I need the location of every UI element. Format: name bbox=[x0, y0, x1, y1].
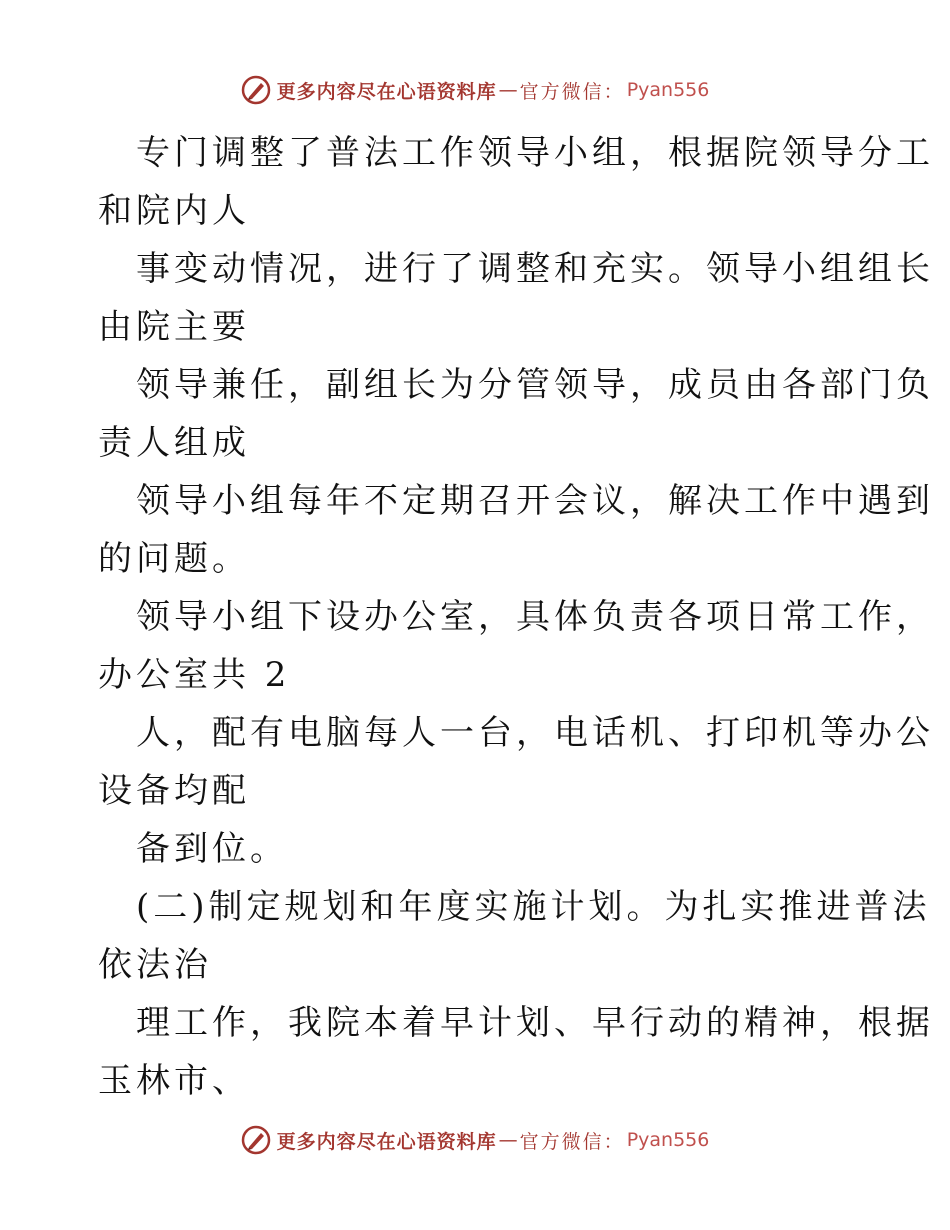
paragraph bbox=[98, 240, 934, 356]
paragraph-line: 领导小组每年不定期召开会议，解决工作中遇到 bbox=[136, 481, 934, 521]
pen-logo-icon bbox=[241, 1125, 271, 1155]
paragraph-line: 理工作，我院本着早计划、早行动的精神，根据 bbox=[136, 1003, 934, 1043]
paragraph-line: 设备均配 bbox=[98, 771, 250, 811]
paragraph bbox=[98, 124, 934, 240]
paragraph bbox=[98, 356, 934, 472]
paragraph-line: 人，配有电脑每人一台，电话机、打印机等办公 bbox=[136, 713, 934, 753]
site-text: 更多内容尽在心语资料库 bbox=[276, 80, 497, 103]
paragraph-line: 专门调整了普法工作领导小组，根据院领导分工 bbox=[136, 133, 934, 173]
paragraph bbox=[98, 588, 934, 704]
paragraph-line: 领导兼任，副组长为分管领导，成员由各部门负 bbox=[136, 365, 934, 405]
paragraph-line: 责人组成 bbox=[98, 423, 250, 463]
paragraph bbox=[98, 820, 858, 878]
site-text: 更多内容尽在心语资料库 bbox=[276, 1130, 497, 1153]
pen-logo-icon bbox=[241, 75, 271, 105]
wechat-id: Pyan556 bbox=[626, 1129, 710, 1151]
paragraph-line: 玉林市、 bbox=[98, 1061, 250, 1101]
wechat-label: 官方微信： bbox=[519, 80, 625, 103]
paragraph bbox=[98, 878, 931, 994]
document-body bbox=[98, 124, 934, 1110]
paragraph bbox=[98, 994, 934, 1110]
paragraph-line: 和院内人 bbox=[98, 191, 250, 231]
paragraph bbox=[98, 704, 934, 820]
footer-banner bbox=[0, 1120, 950, 1160]
wechat-label: 官方微信： bbox=[519, 1130, 625, 1153]
paragraph-line: 事变动情况，进行了调整和充实。领导小组组长 bbox=[136, 249, 934, 289]
wechat-id: Pyan556 bbox=[626, 79, 710, 101]
header-banner bbox=[0, 70, 950, 110]
paragraph-line: 由院主要 bbox=[98, 307, 250, 347]
paragraph-line: 备到位。 bbox=[136, 829, 288, 869]
paragraph bbox=[98, 472, 934, 588]
paragraph-line: (二)制定规划和年度实施计划。为扎实推进普法 bbox=[136, 887, 931, 927]
paragraph-line: 领导小组下设办公室，具体负责各项日常工作， bbox=[136, 597, 934, 637]
paragraph-line: 的问题。 bbox=[98, 539, 250, 579]
banner-dash: — bbox=[498, 79, 518, 101]
paragraph-line: 依法治 bbox=[98, 945, 212, 985]
banner-dash: — bbox=[498, 1129, 518, 1151]
paragraph-line: 办公室共 2 bbox=[98, 655, 291, 695]
